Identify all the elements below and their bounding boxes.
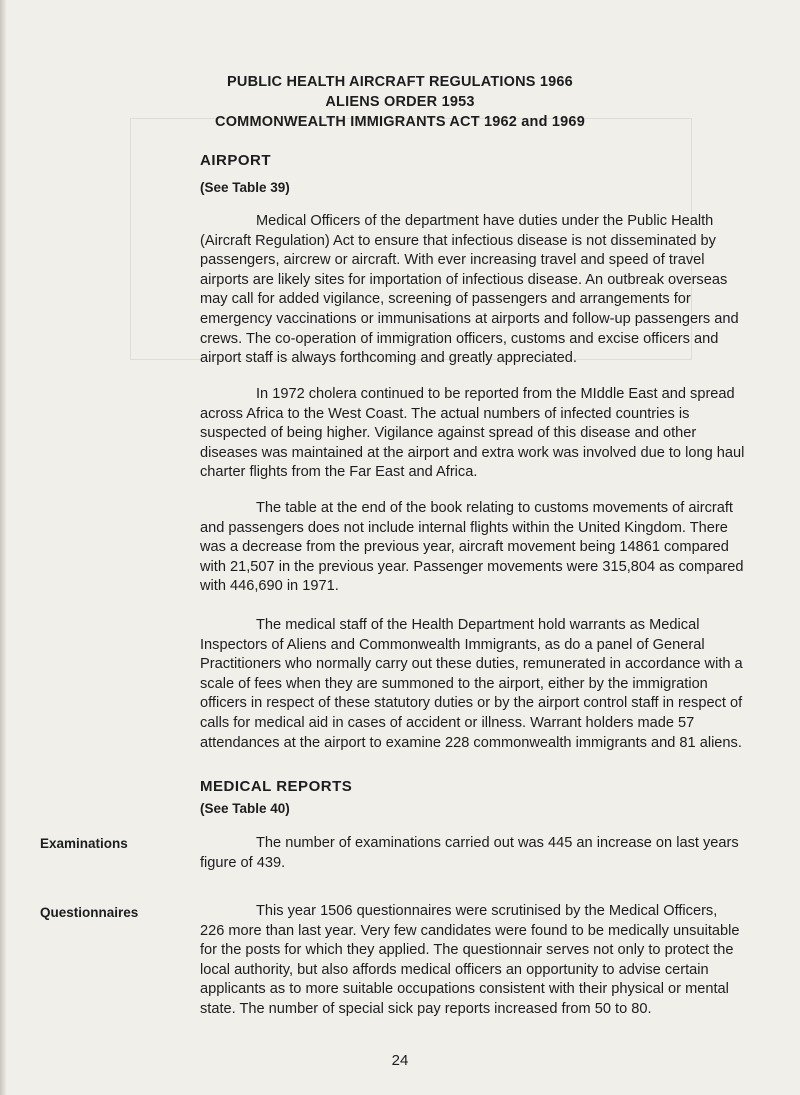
heading-line-1: PUBLIC HEALTH AIRCRAFT REGULATIONS 1966 [227,74,573,90]
airport-paragraph-2-text: In 1972 cholera continued to be reported from the MIddle East and spread across Africa to the West Coast. The actual numbers of infected countries is suspected of being higher. Vigilance against spread of this disease and other diseases was maintained at the airport and extra work was involved due to long haul charter flights from the Far East and Africa. [200,386,745,481]
airport-paragraph-4-text: The medical staff of the Health Department hold warrants as Medical Inspectors of Aliens and Commonwealth Immigrants, as do a panel of General Practitioners who normally carry out these duties, remunerated in accordance with a scale of fees when they are summoned to the airport, either by the immigration officers in respect of these statutory duties or by the airport control staff in respect of calls for medical aid in cases of accident or illness. Warrant holders made 57 attendances at the airport to examine 228 commonwealth immigrants and 81 aliens. [200,617,743,751]
airport-paragraph-3-text: The table at the end of the book relating to customs movements of aircraft and passengers does not include internal flights within the United Kingdom. There was a decrease from the previous year, aircraft movement being 14861 compared with 21,507 in the previous year. Passenger movements were 315,804 as compared with 446,690 in 1971. [200,500,744,595]
airport-paragraph-4 [200,616,745,753]
page-edge-shadow [0,0,6,1095]
airport-paragraph-2 [200,385,745,483]
examinations-label: Examinations [40,836,128,851]
examinations-paragraph [200,834,745,873]
airport-title: AIRPORT [200,152,271,169]
airport-paragraph-3 [200,499,745,597]
airport-paragraph-1 [200,212,745,369]
examinations-text: The number of examinations carried out was 445 an increase on last years figure of 439. [200,835,739,871]
medical-reports-subtitle: (See Table 40) [200,801,290,816]
airport-paragraph-1-text: Medical Officers of the department have duties under the Public Health (Aircraft Regulation) Act to ensure that infectious disease is not disseminated by passengers, aircrew or aircraft. With ever increasing travel and speed of travel airports are likely sites for importation of infectious disease. An outbreak overseas may call for added vigilance, screening of passengers and arrangements for emergency vaccinations or immunisations at airports and follow-up passengers and crews. The co-operation of immigration officers, customs and excise officers and airport staff is always forthcoming and greatly appreciated. [200,213,739,367]
page-number: 24 [391,1052,409,1069]
document-headings [0,72,800,132]
questionnaires-label: Questionnaires [40,905,139,920]
questionnaires-paragraph [200,902,745,1020]
questionnaires-text: This year 1506 questionnaires were scrutinised by the Medical Officers, 226 more than last year. Very few candidates were found to be medically unsuitable for the posts for which they applied. The questionnair serves not only to protect the local authority, but also affords medical officers an opportunity to advise certain applicants as to more suitable occupations consistent with their physical or mental state. The number of special sick pay reports increased from 50 to 80. [200,903,740,1017]
heading-line-2: ALIENS ORDER 1953 [325,94,475,110]
medical-reports-title: MEDICAL REPORTS [200,778,353,795]
airport-subtitle: (See Table 39) [200,180,290,195]
heading-line-3: COMMONWEALTH IMMIGRANTS ACT 1962 and 1969 [215,114,585,130]
